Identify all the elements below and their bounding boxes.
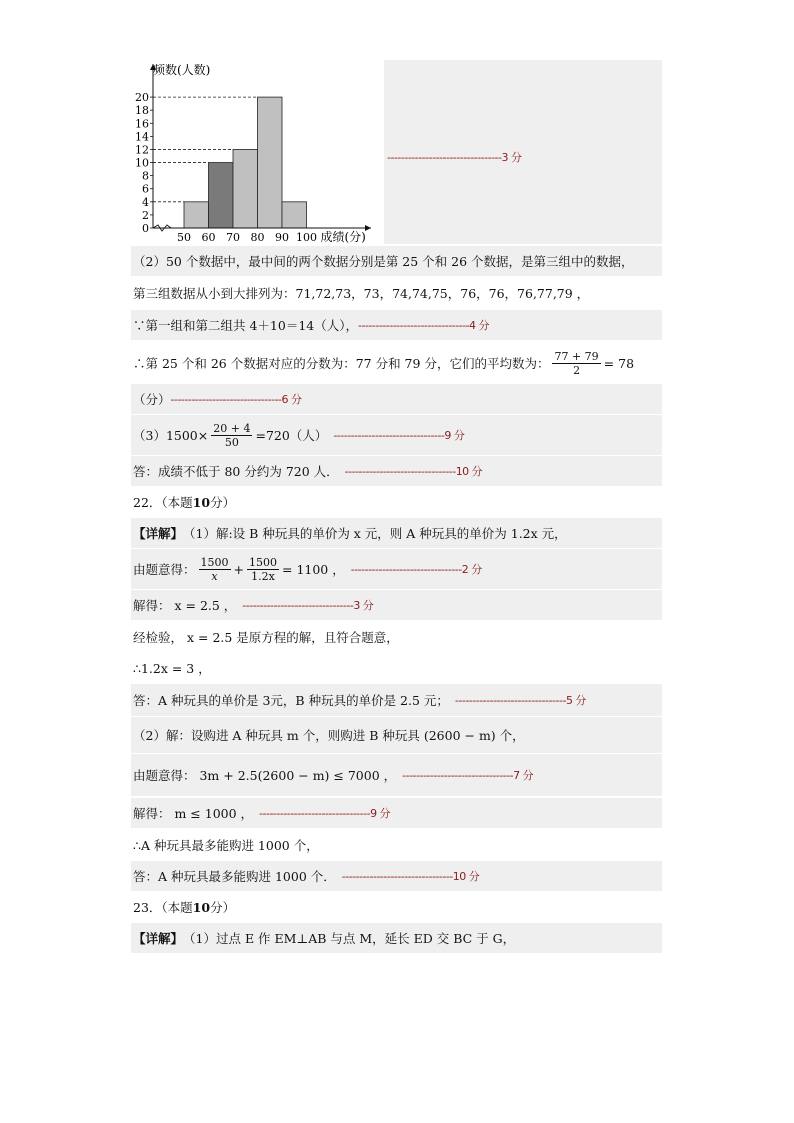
denominator: 1.2x	[251, 569, 275, 583]
dash-leader: --------------------------------	[259, 806, 371, 820]
y-tick-label: 16	[135, 117, 149, 131]
text: 分）	[210, 900, 236, 915]
text: 解得： m ≤ 1000 ，	[133, 806, 254, 821]
y-tick-label: 6	[142, 182, 149, 196]
x-tick-label: 70	[226, 231, 240, 244]
line-22-11	[131, 861, 662, 891]
x-tick-label: 100	[296, 231, 317, 244]
line-6	[131, 384, 662, 414]
text: ∴1.2x = 3 ，	[133, 661, 211, 676]
line-22-5	[131, 653, 662, 683]
text: （2）解：设购进 A 种玩具 m 个，则购进 B 种玩具 (2600 − m) 个，	[133, 728, 525, 743]
numerator: 20 + 4	[213, 421, 251, 435]
histogram-svg	[131, 60, 384, 244]
dash-leader: --------------------------------	[402, 768, 514, 782]
dash-leader: --------------------------------	[358, 318, 470, 332]
score-marker-3	[387, 146, 521, 165]
fraction	[552, 350, 600, 377]
text: 解得： x = 2.5 ，	[133, 598, 237, 613]
line-3	[131, 278, 662, 308]
score-label: 6 分	[281, 393, 302, 406]
denominator: 50	[224, 435, 239, 449]
y-tick-label: 4	[142, 195, 149, 209]
dash-leader: --------------------------------	[170, 392, 282, 406]
y-tick-label: 0	[142, 222, 149, 235]
y-tick-label: 14	[135, 130, 149, 144]
points: 10	[192, 494, 211, 510]
dash-leader: --------------------------------	[333, 428, 445, 442]
line-22-1	[131, 518, 662, 548]
points: 10	[192, 899, 211, 915]
y-axis-label: 频数(人数)	[153, 63, 211, 77]
score-label: 4 分	[469, 319, 490, 332]
line-22-10	[131, 830, 662, 860]
fraction	[247, 556, 279, 583]
detail-label: 【详解】	[133, 931, 184, 946]
line-2	[131, 246, 662, 276]
histogram-bar	[184, 202, 209, 228]
histogram-bar	[233, 149, 258, 228]
text: （1）解:设 B 种玩具的单价为 x 元，则 A 种玩具的单价为 1.2x 元，	[183, 526, 567, 541]
line-22-9	[131, 798, 662, 828]
question-22-heading	[131, 488, 662, 516]
line-4	[131, 310, 662, 340]
text: ∵第一组和第二组共 4＋10＝14（人），	[133, 318, 358, 333]
line-22-2	[131, 549, 662, 589]
line-22-8	[131, 754, 662, 796]
y-tick-label: 20	[135, 91, 149, 105]
score-label: 5 分	[565, 694, 586, 707]
x-tick-label: 90	[275, 231, 289, 244]
line-8	[131, 456, 662, 486]
histogram-chart	[131, 60, 384, 244]
text: （3）1500×	[133, 428, 209, 443]
score-label: 9 分	[370, 807, 391, 820]
dash-leader: --------------------------------	[387, 151, 499, 164]
line-22-4	[131, 622, 662, 652]
dash-leader: --------------------------------	[341, 869, 453, 883]
result: = 78	[603, 355, 635, 371]
x-tick-label: 60	[201, 231, 216, 244]
score-label: 2 分	[461, 563, 482, 576]
x-tick-label: 80	[250, 231, 265, 244]
text: ∴A 种玩具最多能购进 1000 个，	[133, 838, 319, 853]
text: 23．（本题	[133, 900, 193, 915]
fraction	[199, 556, 231, 583]
text: 由题意得：	[133, 562, 196, 577]
y-tick-label: 8	[142, 169, 149, 183]
score-label: 7 分	[513, 769, 534, 782]
score-label: 10 分	[455, 465, 483, 478]
detail-label: 【详解】	[133, 526, 184, 541]
line-22-6	[131, 684, 662, 716]
score-label: 10 分	[452, 870, 480, 883]
line-22-3	[131, 590, 662, 620]
fraction	[211, 422, 252, 449]
y-tick-label: 12	[135, 143, 149, 157]
text: （分）	[133, 392, 171, 407]
x-axis-arrow	[365, 225, 371, 231]
numerator: 1500	[200, 555, 229, 569]
histogram-bar	[282, 202, 307, 228]
score-label: 9 分	[444, 429, 465, 442]
question-23-heading	[131, 893, 662, 921]
histogram-bar	[209, 163, 234, 228]
text: 答：A 种玩具的单价是 3元，B 种玩具的单价是 2.5 元；	[133, 693, 449, 708]
text: 分）	[210, 495, 236, 510]
text: （2）50 个数据中，最中间的两个数据分别是第 25 个和 26 个数据，是第三组中的数据，	[133, 254, 634, 269]
text: 由题意得： 3m + 2.5(2600 − m) ≤ 7000 ，	[133, 768, 397, 783]
text: 22．（本题	[133, 495, 193, 510]
text: ∴第 25 个和 26 个数据对应的分数为：77 分和 79 分，它们的平均数为：	[133, 356, 550, 371]
line-22-7	[131, 717, 662, 753]
result: = 1100 ，	[282, 562, 345, 577]
line-5	[131, 343, 662, 383]
numerator: 1500	[249, 555, 277, 569]
score-label: -3 分	[498, 151, 522, 164]
line-7	[131, 415, 662, 455]
y-tick-label: 2	[142, 208, 149, 222]
x-axis-label: 成绩(分)	[320, 230, 366, 244]
text: 第三组数据从小到大排列为：71,72,73，73，74,74,75，76，76，76,77,79 ，	[133, 286, 590, 301]
dash-leader: --------------------------------	[454, 693, 566, 707]
text: 经检验， x = 2.5 是原方程的解，且符合题意，	[133, 630, 399, 645]
y-tick-label: 10	[135, 156, 149, 170]
x-tick-label: 50	[177, 231, 191, 244]
y-tick-label: 18	[135, 104, 149, 118]
text: =720（人）	[255, 428, 328, 443]
score-label: 3 分	[353, 599, 374, 612]
denominator: x	[211, 569, 218, 583]
line-23-1	[131, 923, 662, 953]
dash-leader: --------------------------------	[350, 562, 462, 576]
denominator: 2	[573, 363, 581, 377]
numerator: 77 + 79	[554, 349, 599, 363]
plus: +	[233, 561, 244, 577]
histogram-bar	[258, 97, 283, 228]
dash-leader: --------------------------------	[344, 464, 456, 478]
text: 答：A 种玩具最多能购进 1000 个．	[133, 869, 336, 884]
text: 答：成绩不低于 80 分约为 720 人．	[133, 464, 339, 479]
text: （1）过点 E 作 EM⊥AB 与点 M，延长 ED 交 BC 于 G，	[183, 931, 516, 946]
dash-leader: --------------------------------	[242, 598, 354, 612]
